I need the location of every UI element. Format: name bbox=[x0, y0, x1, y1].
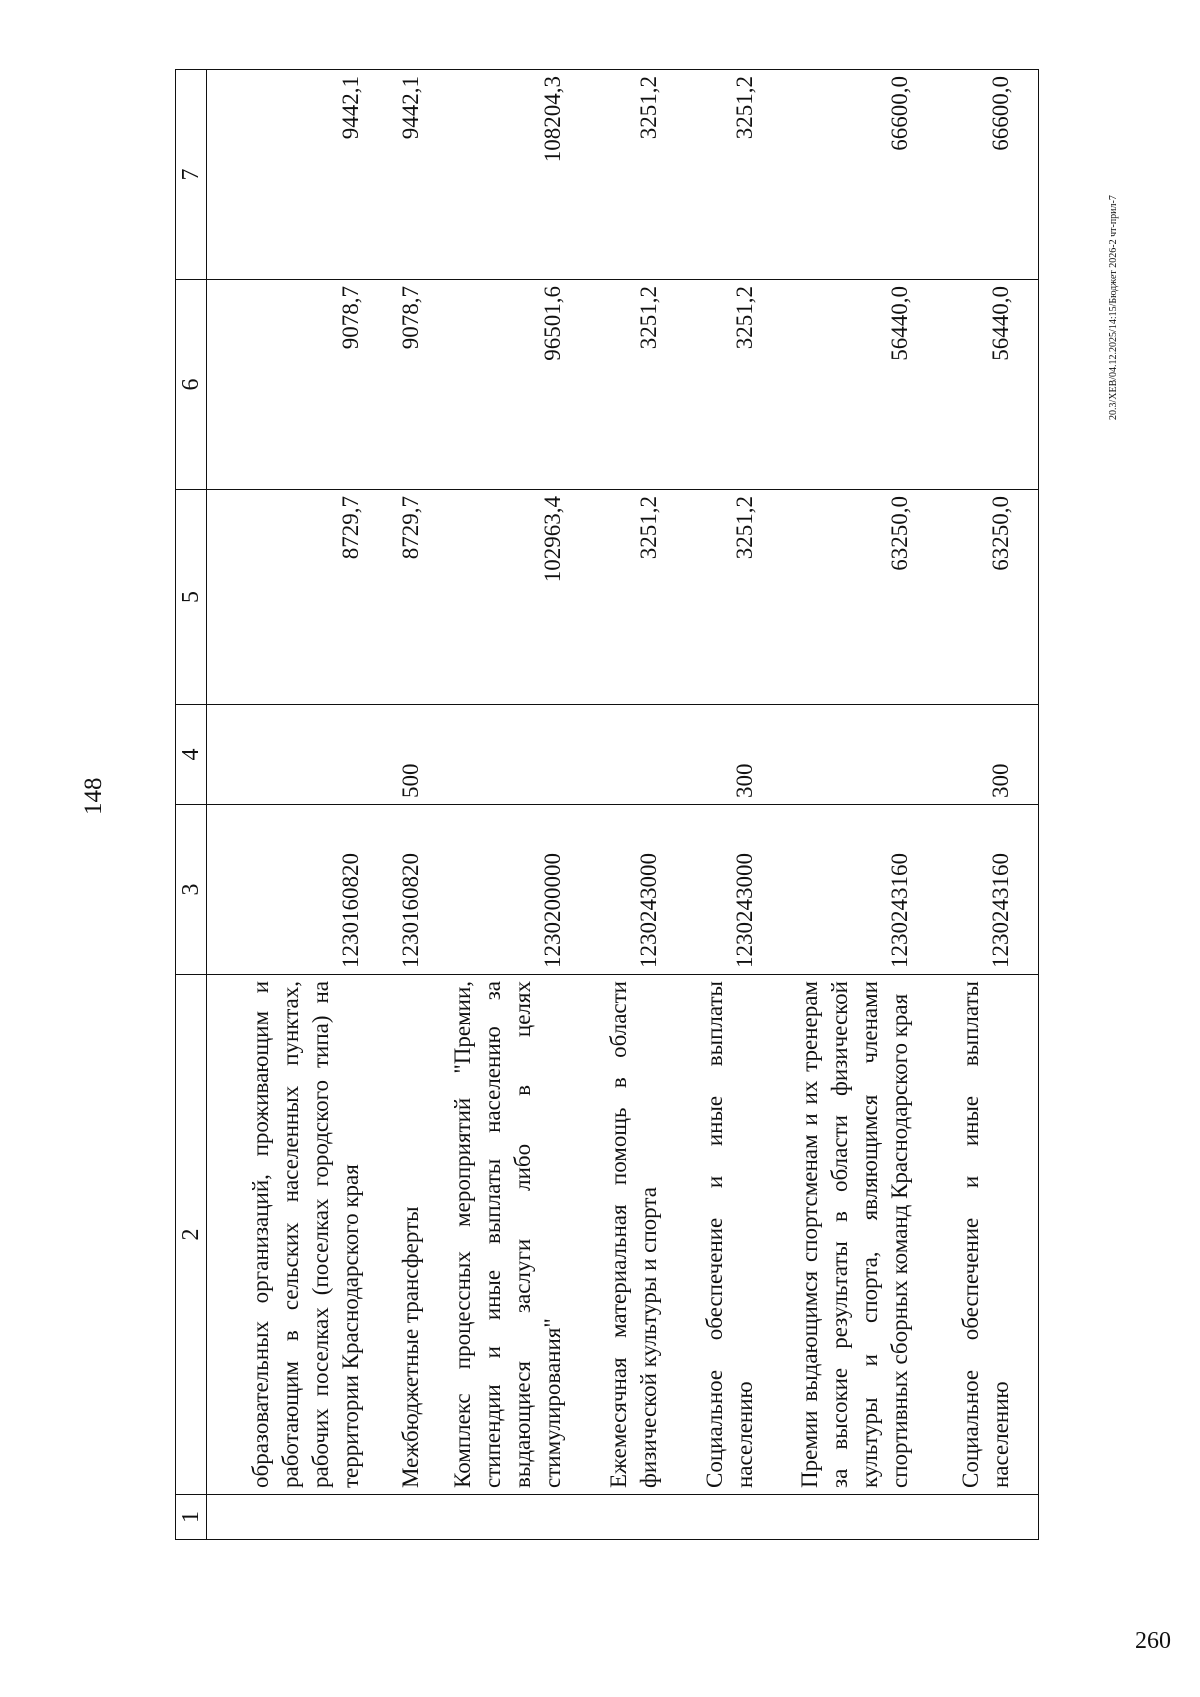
row-value-5: 102963,4 bbox=[448, 490, 590, 705]
column-header: 5 bbox=[176, 490, 207, 705]
column-header: 2 bbox=[176, 975, 207, 1495]
row-name: Межбюджетные трансферты bbox=[370, 975, 448, 1495]
row-name: Премии выдающимся спортсменам и их тренерам за высокие результаты в области физической культуры и спорта, являющимся членами спортивных сборных команд Краснодарского края bbox=[782, 975, 937, 1495]
row-name: образовательных организаций, проживающим и работающим в сельских населенных пунктах, рабочих поселках (поселках городского типа) на территории Краснодарского края bbox=[207, 975, 370, 1495]
row-expense-type bbox=[782, 705, 937, 805]
header-row bbox=[176, 70, 207, 1540]
row-cell-empty bbox=[686, 1495, 782, 1540]
row-cell-empty bbox=[590, 1495, 686, 1540]
row-value-6: 96501,6 bbox=[448, 280, 590, 490]
column-header: 7 bbox=[176, 70, 207, 280]
table-row bbox=[590, 70, 686, 1540]
column-header: 3 bbox=[176, 805, 207, 975]
row-name: Ежемесячная материальная помощь в области физической культуры и спорта bbox=[590, 975, 686, 1495]
budget-table bbox=[175, 69, 1039, 1540]
row-expense-type bbox=[448, 705, 590, 805]
table-row bbox=[686, 70, 782, 1540]
row-code: 1230160820 bbox=[370, 805, 448, 975]
page-number: 148 bbox=[80, 777, 107, 815]
table-row bbox=[937, 70, 1039, 1540]
row-expense-type bbox=[590, 705, 686, 805]
row-code: 1230243000 bbox=[590, 805, 686, 975]
row-value-7: 9442,1 bbox=[370, 70, 448, 280]
row-code: 1230243160 bbox=[782, 805, 937, 975]
column-header: 1 bbox=[176, 1495, 207, 1540]
row-cell-empty bbox=[782, 1495, 937, 1540]
document-stamp: 20.3/XEB/04.12.2025/14:15/Бюджет 2026-2 чт-прил-7 bbox=[1108, 195, 1119, 420]
row-name: Комплекс процессных мероприятий "Премии, стипендии и иные выплаты населению за выдающиеся заслуги либо в целях стимулирования" bbox=[448, 975, 590, 1495]
row-value-6: 3251,2 bbox=[686, 280, 782, 490]
table-row bbox=[448, 70, 590, 1540]
column-header: 4 bbox=[176, 705, 207, 805]
row-cell-empty bbox=[937, 1495, 1039, 1540]
row-value-7: 66600,0 bbox=[782, 70, 937, 280]
row-value-5: 8729,7 bbox=[370, 490, 448, 705]
row-code: 1230160820 bbox=[207, 805, 370, 975]
row-cell-empty bbox=[370, 1495, 448, 1540]
row-value-7: 3251,2 bbox=[686, 70, 782, 280]
row-cell-empty bbox=[448, 1495, 590, 1540]
column-header: 6 bbox=[176, 280, 207, 490]
row-value-5: 63250,0 bbox=[937, 490, 1039, 705]
table-row bbox=[370, 70, 448, 1540]
row-value-5: 63250,0 bbox=[782, 490, 937, 705]
row-value-5: 8729,7 bbox=[207, 490, 370, 705]
row-code: 1230243000 bbox=[686, 805, 782, 975]
row-value-6: 3251,2 bbox=[590, 280, 686, 490]
row-name: Социальное обеспечение и иные выплаты населению bbox=[686, 975, 782, 1495]
row-expense-type: 500 bbox=[370, 705, 448, 805]
row-value-7: 9442,1 bbox=[207, 70, 370, 280]
row-code: 1230200000 bbox=[448, 805, 590, 975]
row-value-6: 56440,0 bbox=[782, 280, 937, 490]
row-expense-type bbox=[207, 705, 370, 805]
row-value-5: 3251,2 bbox=[686, 490, 782, 705]
table-row bbox=[207, 70, 370, 1540]
row-value-6: 56440,0 bbox=[937, 280, 1039, 490]
row-expense-type: 300 bbox=[686, 705, 782, 805]
row-cell-empty bbox=[207, 1495, 370, 1540]
row-name: Социальное обеспечение и иные выплаты населению bbox=[937, 975, 1039, 1495]
sheet-number: 260 bbox=[1135, 1628, 1171, 1654]
row-value-5: 3251,2 bbox=[590, 490, 686, 705]
row-value-7: 66600,0 bbox=[937, 70, 1039, 280]
table-row bbox=[782, 70, 937, 1540]
row-expense-type: 300 bbox=[937, 705, 1039, 805]
row-value-7: 3251,2 bbox=[590, 70, 686, 280]
row-value-6: 9078,7 bbox=[207, 280, 370, 490]
row-value-7: 108204,3 bbox=[448, 70, 590, 280]
row-code: 1230243160 bbox=[937, 805, 1039, 975]
row-value-6: 9078,7 bbox=[370, 280, 448, 490]
